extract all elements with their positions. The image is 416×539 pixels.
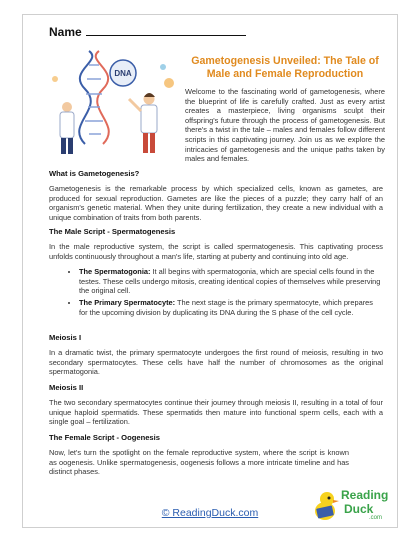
- section-paragraph: The two secondary spermatocytes continue their journey through meiosis II, resulting in a total of four unique haploid spermatids. These spermatids then mature into functional sperm cells, each with a single goal – fertilization.: [49, 398, 383, 427]
- list-item: [79, 267, 383, 296]
- bullet-term: The Primary Spermatocyte:: [79, 297, 176, 307]
- worksheet-page: [22, 14, 398, 528]
- article-title: Gametogenesis Unveiled: The Tale of Male and Female Reproduction: [191, 55, 379, 80]
- section-paragraph: Now, let's turn the spotlight on the female reproductive system, where the script is known as oogenesis. Unlike spermatogenesis, oogenesis follows a more intricate timeline and has distinct phases.: [49, 448, 349, 477]
- section-paragraph: Gametogenesis is the remarkable process by which specialized cells, known as gametes, are produced for sexual reproduction. Gametes are like the pieces of a puzzle; they carry half of an organism's genetic material. When they unite during fertilization, they create a new individual with a unique combination of traits from both parents.: [49, 184, 383, 222]
- section-paragraph: In a dramatic twist, the primary spermatocyte undergoes the first round of meiosis, resulting in two secondary spermatocytes. These cells have half the number of chromosomes as the original spermatogonia.: [49, 348, 383, 377]
- section-paragraph: In the male reproductive system, the script is called spermatogenesis. This captivating process unfolds continuously throughout a man's life, starting at puberty and continuing into old age.: [49, 242, 383, 261]
- section-what-is-gametogenesis: [49, 169, 383, 222]
- intro-paragraph: Welcome to the fascinating world of gametogenesis, where the blueprint of life is carefully crafted. Just as every artist creates a masterpiece, living organisms sculpt their offspring's future through the process of gametogenesis. But there's a twist in the tale – males and females follow different scripts in this captivating journey. Join us as we explore the intricacies of gametogenesis and the unique paths taken by males and females.: [185, 87, 385, 164]
- duck-icon: [315, 492, 339, 520]
- logo-word-duck: Duck: [344, 502, 374, 516]
- bullet-text: The next stage is the primary spermatocyte, which prepares for the upcoming division by duplicating its DNA during the S phase of the cell cycle.: [79, 297, 373, 317]
- bullet-list: [49, 267, 383, 317]
- cell-icon: [164, 78, 174, 88]
- reading-duck-logo[interactable]: [311, 479, 389, 527]
- dna-helix-icon: [79, 51, 109, 144]
- section-heading: What is Gametogenesis?: [49, 169, 140, 178]
- dna-bubble-label: DNA: [114, 69, 132, 78]
- bullet-term: The Spermatogonia:: [79, 267, 151, 277]
- section-meiosis-2: [49, 383, 383, 427]
- logo-suffix: .com: [369, 515, 383, 521]
- section-heading: The Male Script - Spermatogenesis: [49, 227, 176, 236]
- reading-duck-link[interactable]: © ReadingDuck.com: [161, 507, 259, 519]
- bullet-text: It all begins with spermatogonia, which are special cells found in the testes. These cells undergo mitosis, creating identical copies of themselves while preserving the original cell.: [79, 267, 381, 296]
- cell-icon: [52, 76, 58, 82]
- section-heading: Meiosis I: [49, 333, 82, 342]
- scientist-left-figure: [60, 102, 74, 154]
- section-heading: Meiosis II: [49, 383, 84, 392]
- section-female-script: [49, 433, 383, 477]
- section-heading: The Female Script - Oogenesis: [49, 433, 160, 442]
- scientist-right-figure: [129, 93, 157, 153]
- name-field-line: [49, 25, 246, 39]
- name-label: Name: [49, 25, 82, 39]
- section-male-script: [49, 227, 383, 319]
- name-underline[interactable]: [86, 25, 246, 36]
- logo-word-reading: Reading: [341, 488, 389, 502]
- scientists-dna-illustration: [45, 49, 185, 159]
- section-meiosis-1: [49, 333, 383, 377]
- cell-icon: [160, 64, 166, 70]
- list-item: [79, 298, 383, 317]
